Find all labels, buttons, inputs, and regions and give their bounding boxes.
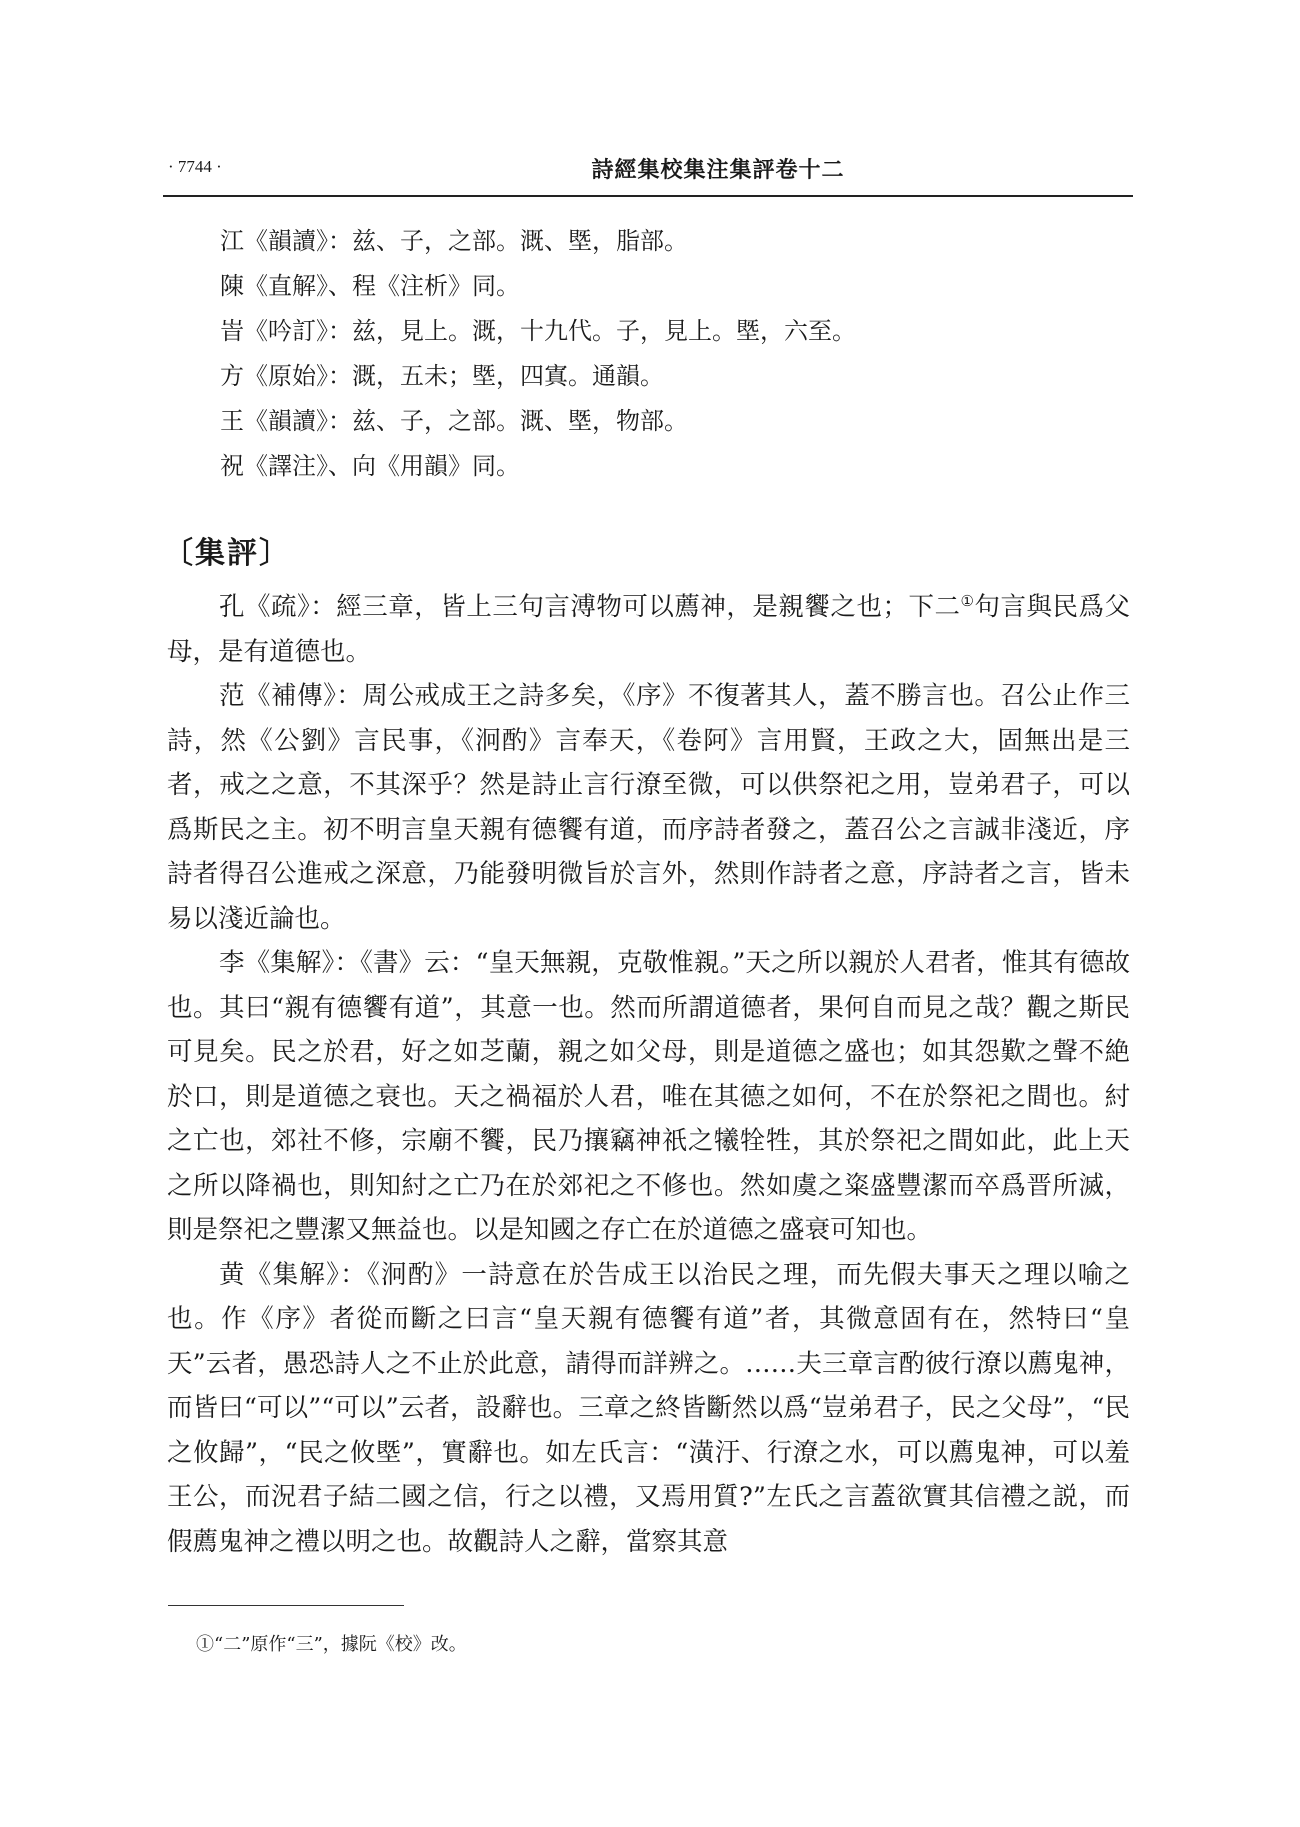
rhyme-note: 江《韻讀》：兹、子，之部。溉、塈，脂部。 xyxy=(220,227,688,255)
page-header xyxy=(168,157,1130,197)
rhyme-note: 王《韻讀》：兹、子，之部。溉、塈，物部。 xyxy=(220,407,688,435)
rhyme-note: 峕《吟訂》：兹，見上。溉，十九代。子，見上。塈，六至。 xyxy=(220,317,856,345)
commentary-paragraph xyxy=(167,585,1130,674)
rhyme-notes xyxy=(220,225,1120,495)
paragraph-text: 句言與民爲父母，是有道德也。 xyxy=(167,592,1130,667)
footnote-rule xyxy=(168,1605,404,1606)
rhyme-note: 陳《直解》、程《注析》同。 xyxy=(220,272,520,300)
rhyme-note: 祝《譯注》、向《用韻》同。 xyxy=(220,452,520,480)
commentary-paragraph: 范《補傳》：周公戒成王之詩多矣，《序》不復著其人，蓋不勝言也。召公止作三詩，然《公劉》言民事，《泂酌》言奉天，《卷阿》言用賢，王政之大，固無出是三者，戒之之意，不其深乎？然是詩止言行潦至微，可以供祭祀之用，豈弟君子，可以爲斯民之主。初不明言皇天親有德饗有道，而序詩者發之，蓋召公之言誠非淺近，序詩者得召公進戒之深意，乃能發明微旨於言外，然則作詩者之意，序詩者之言，皆未易以淺近論也。 xyxy=(167,681,1130,934)
footnote: ①“二”原作“三”，據阮《校》改。 xyxy=(196,1634,467,1655)
rhyme-note: 方《原始》：溉，五未；塈，四寘。通韻。 xyxy=(220,362,664,390)
commentary-paragraph: 李《集解》：《書》云：“皇天無親，克敬惟親。”天之所以親於人君者，惟其有德故也。其曰“親有德饗有道”，其意一也。然而所謂道德者，果何自而見之哉？觀之斯民可見矣。民之於君，好之如芝蘭，親之如父母，則是道德之盛也；如其怨歎之聲不絶於口，則是道德之衰也。天之禍福於人君，唯在其德之如何，不在於祭祀之間也。紂之亡也，郊社不修，宗廟不饗，民乃攘竊神祇之犧牷牲，其於祭祀之間如此，此上天之所以降禍也，則知紂之亡乃在於郊祀之不修也。然如虞之粢盛豐潔而卒爲晋所滅，則是祭祀之豐潔又無益也。以是知國之存亡在於道德之盛衰可知也。 xyxy=(167,948,1130,1245)
paragraph-text: 孔《疏》：經三章，皆上三句言溥物可以薦神，是親饗之也；下二 xyxy=(219,592,961,622)
header-rule xyxy=(163,195,1133,197)
footnote-reference[interactable]: ① xyxy=(960,592,975,610)
commentary-paragraph: 黄《集解》：《泂酌》一詩意在於告成王以治民之理，而先假夫事天之理以喻之也。作《序》者從而斷之曰言“皇天親有德饗有道”者，其微意固有在，然特曰“皇天”云者，愚恐詩人之不止於此意，請得而詳辨之。……夫三章言酌彼行潦以薦鬼神，而皆曰“可以”“可以”云者，設辭也。三章之終皆斷然以爲“豈弟君子，民之父母”，“民之攸歸”，“民之攸塈”，實辭也。如左氏言：“潢汙、行潦之水，可以薦鬼神，可以羞王公，而況君子結二國之信，行之以禮，又焉用質?”左氏之言蓋欲實其信禮之説，而假薦鬼神之禮以明之也。故觀詩人之辭，當察其意 xyxy=(167,1259,1130,1557)
running-title: 詩經集校集注集評卷十二 xyxy=(591,157,845,183)
section-heading: 〔集評〕 xyxy=(163,536,291,571)
page-number: · 7744 · xyxy=(168,157,222,176)
commentary-body xyxy=(167,585,1130,1564)
